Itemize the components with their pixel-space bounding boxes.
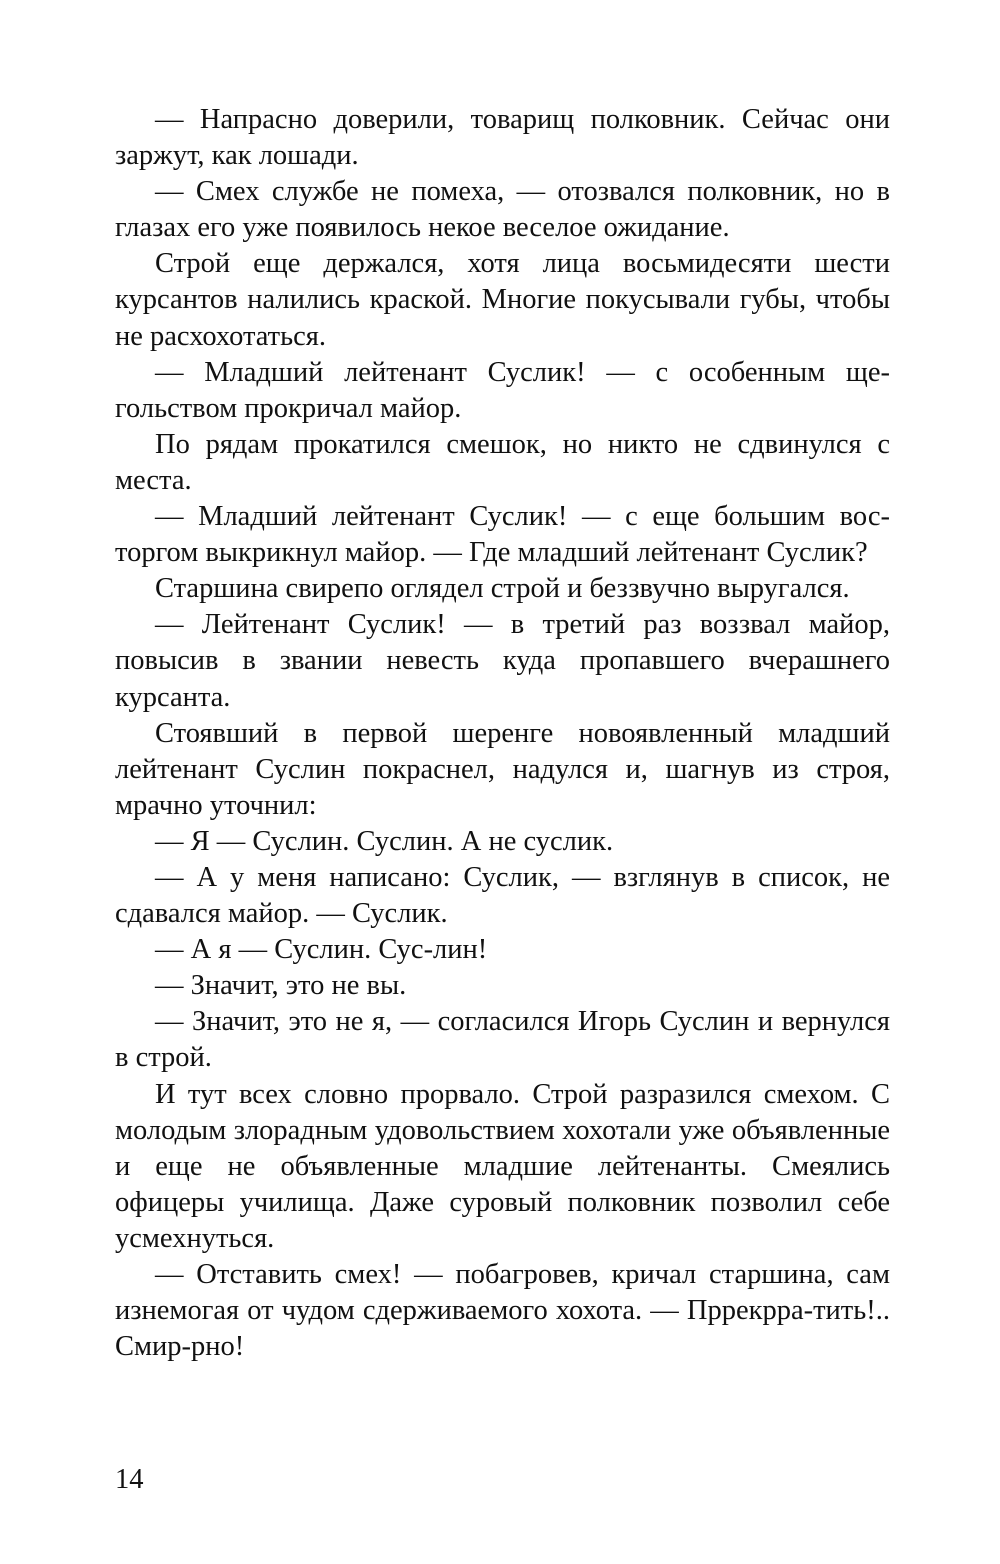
paragraph: — Я — Суслин. Суслин. А не суслик. <box>155 825 614 857</box>
paragraph: И тут всех словно прорвало. Строй разразился смехом. С молодым злорадным удовольствием хохотали уже объявленные и еще не объявленные младшие лейтенанты. Смеялись офицеры училища. Даже суровый полковник позволил себе усмехнуться. <box>115 1078 890 1254</box>
paragraph: — Младший лейтенант Суслик! — с еще большим восторгом выкрикнул майор. — Где младший лейтенант Суслик? <box>115 501 890 569</box>
paragraph: — Лейтенант Суслик! — в третий раз воззвал майор, повысив в звании невесть куда пропавшего вчерашнего курсанта. <box>115 609 890 713</box>
paragraph: — Младший лейтенант Суслик! — с особенным щегольством прокричал майор. <box>115 356 890 424</box>
paragraph: — Значит, это не я, — согласился Игорь Суслин и вернулся в строй. <box>115 1006 890 1074</box>
page-number: 14 <box>115 1464 144 1495</box>
paragraph: Старшина свирепо оглядел строй и беззвучно выругался. <box>155 573 850 605</box>
paragraph: — Отставить смех! — побагровев, кричал старшина, сам изнемогая от чудом сдерживаемого хохота. — Пррекрра-тить!.. Смир-рно! <box>115 1259 890 1363</box>
page-text <box>115 102 890 1365</box>
paragraph: Строй еще держался, хотя лица восьмидесяти шести курсантов налились краской. Многие покусывали губы, чтобы не расхохотаться. <box>115 248 890 352</box>
paragraph: По рядам прокатился смешок, но никто не сдвинулся с места. <box>115 428 890 496</box>
paragraph: — Смех службе не помеха, — отозвался полковник, но в глазах его уже появилось некое веселое ожидание. <box>115 176 890 244</box>
paragraph: — Значит, это не вы. <box>155 970 407 1002</box>
paragraph: — А я — Суслин. Сус-лин! <box>155 934 488 966</box>
paragraph: — Напрасно доверили, товарищ полковник. Сейчас они заржут, как лошади. <box>115 104 890 172</box>
paragraph: — А у меня написано: Суслик, — взглянув в список, не сдавался майор. — Суслик. <box>115 861 890 930</box>
paragraph: Стоявший в первой шеренге новоявленный младший лейтенант Суслин покраснел, надулся и, шагнув из строя, мрачно уточнил: <box>115 717 890 821</box>
